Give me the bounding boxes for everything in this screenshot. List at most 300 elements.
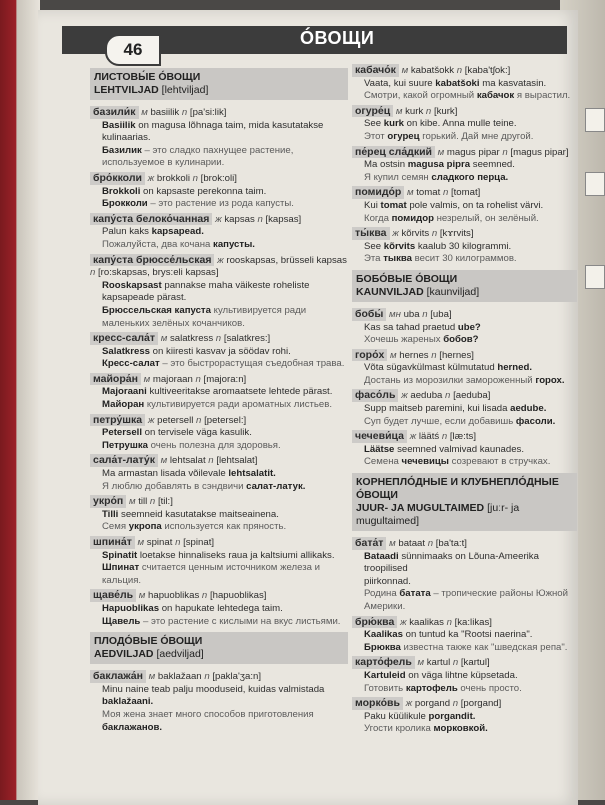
gender-label: мн bbox=[389, 308, 401, 320]
example-ru: Этот огурец горький. Дай мне другой. bbox=[364, 130, 534, 142]
dictionary-entry bbox=[352, 186, 577, 225]
dictionary-entry bbox=[90, 495, 348, 534]
example-ru: маленьких зелёных кочанчиков. bbox=[102, 317, 245, 329]
dictionary-entry bbox=[90, 106, 348, 170]
entry-head bbox=[90, 213, 348, 227]
highlighted-word: kapsapead. bbox=[151, 226, 204, 238]
highlighted-word: бобов? bbox=[443, 334, 479, 346]
example-et: Kartuleid on väga lihtne küpsetada. bbox=[364, 669, 518, 681]
transcription: [spinat] bbox=[183, 537, 215, 548]
headword: чечеви́ца bbox=[352, 430, 407, 443]
transcription: [kurk] bbox=[433, 105, 458, 117]
highlighted-word: Bataadi bbox=[364, 550, 399, 562]
dictionary-entry bbox=[90, 172, 348, 211]
noun-label: n bbox=[90, 267, 96, 279]
gender-label: м bbox=[390, 349, 397, 361]
headword: щаве́ль bbox=[90, 589, 136, 602]
chapter-title: ÓВОЩИ bbox=[300, 28, 375, 48]
dictionary-entry bbox=[352, 430, 577, 469]
highlighted-word: Tilli bbox=[102, 508, 119, 520]
gender-label: ж bbox=[401, 390, 408, 402]
example-ru: Я купил семян сладкого перца. bbox=[364, 171, 509, 183]
highlighted-word: Кресс-салат bbox=[102, 358, 160, 370]
example-et bbox=[90, 696, 348, 709]
estonian-translation: salatkress bbox=[169, 333, 214, 345]
estonian-translation: majoraan bbox=[152, 373, 193, 385]
highlighted-word: kurk bbox=[383, 118, 405, 130]
example-et: Petersell on tervisele väga kasulik. bbox=[102, 427, 252, 439]
gender-label: ж bbox=[215, 213, 222, 225]
gender-label: ж bbox=[217, 254, 224, 266]
gender-label: ж bbox=[405, 698, 413, 710]
example-et: Paku küülikule porgandit. bbox=[364, 710, 476, 722]
entry-head bbox=[352, 697, 577, 711]
entry-head bbox=[90, 172, 348, 186]
example-et: Hapuoblikas on hapukate lehtedega taim. bbox=[102, 602, 283, 614]
noun-label: n bbox=[431, 349, 437, 361]
dictionary-entry bbox=[352, 656, 577, 695]
highlighted-word: baklažaani. bbox=[102, 696, 154, 708]
example-et: Supp maitseb paremini, kui lisada aedube. bbox=[364, 403, 547, 415]
left-column bbox=[90, 64, 348, 736]
headword: шпина́т bbox=[90, 536, 135, 549]
gender-label: м bbox=[143, 373, 151, 385]
gender-label: м bbox=[401, 65, 409, 76]
highlighted-word: картофель bbox=[405, 682, 458, 694]
example-ru: Родина батата – тропические районы Южной bbox=[364, 588, 569, 600]
highlighted-word: огурец bbox=[387, 130, 420, 142]
headword: кабачо́к bbox=[352, 64, 399, 77]
estonian-translation: aeduba bbox=[410, 390, 443, 402]
noun-label: n bbox=[201, 590, 208, 602]
transcription: [salatkres:] bbox=[223, 333, 271, 345]
dictionary-entry bbox=[352, 616, 577, 655]
headword: базили́к bbox=[90, 106, 139, 119]
transcription: [ro:skapsas, brys:eli kapsas] bbox=[98, 267, 219, 279]
example-ru: Брюква известна также как "шведская репа". bbox=[364, 641, 568, 653]
gender-label: м bbox=[148, 671, 156, 683]
estonian-translation: hapuoblikas bbox=[148, 590, 200, 602]
headword: капу́ста брюссе́льская bbox=[90, 254, 214, 267]
noun-label: n bbox=[456, 65, 463, 76]
entry-head bbox=[352, 105, 577, 119]
highlighted-word: салат-латук. bbox=[246, 480, 306, 492]
entry-head bbox=[352, 186, 577, 200]
highlighted-word: magusa pipra bbox=[407, 159, 471, 171]
estonian-translation: kurk bbox=[405, 105, 424, 117]
dictionary-entry bbox=[90, 254, 348, 331]
headword: брю́ква bbox=[352, 616, 397, 629]
gender-label: м bbox=[395, 105, 403, 117]
highlighted-word: herned. bbox=[497, 362, 532, 374]
example-et: Ma ostsin magusa pipra seemned. bbox=[364, 159, 515, 171]
book-spine bbox=[0, 0, 40, 800]
page-tab bbox=[585, 108, 605, 132]
example-et: See kõrvits kaalub 30 kilogrammi. bbox=[364, 240, 512, 252]
example-et: Vaata, kui suure kabatšoki ma kasvatasin. bbox=[364, 77, 547, 89]
headword: горо́х bbox=[352, 349, 387, 362]
transcription: [lehtsalat] bbox=[216, 455, 258, 467]
estonian-translation: baklažaan bbox=[157, 671, 202, 683]
entry-head bbox=[90, 536, 348, 550]
transcription: [læ:ts] bbox=[449, 431, 476, 443]
example-ru: Базилик – это сладко пахнущее растение, bbox=[102, 144, 294, 156]
section-title-ru: ПЛОДÓВЫЕ ÓВОЩИ bbox=[94, 635, 203, 648]
gender-label: ж bbox=[392, 228, 399, 240]
section-title-ru: КОРНЕПЛÓДНЫЕ И КЛУБНЕПЛÓДНЫЕ ÓВОЩИ bbox=[356, 476, 559, 502]
example-ru: Америки. bbox=[364, 601, 406, 612]
example-ru: Щавель – это растение с кислыми на вкус листьями. bbox=[102, 615, 341, 627]
section-title-et: AEDVILJAD [aedviljad] bbox=[94, 648, 204, 661]
estonian-translation: läätś bbox=[418, 431, 440, 443]
headword: сала́т-лату́к bbox=[90, 454, 158, 467]
example-ru: Пожалуйста, два кочана капусты. bbox=[102, 238, 255, 250]
headword: карто́фель bbox=[352, 656, 415, 669]
example-ru: Семя укропа используется как пряность. bbox=[102, 521, 287, 533]
highlighted-word: Petersell bbox=[102, 427, 143, 439]
noun-label: n bbox=[215, 333, 222, 345]
gender-label: м bbox=[137, 537, 145, 548]
dictionary-entry bbox=[352, 146, 577, 185]
highlighted-word: Kartuleid bbox=[364, 669, 406, 681]
entry-head bbox=[90, 414, 348, 428]
example-ru: кальция. bbox=[102, 574, 142, 586]
entry-head bbox=[90, 589, 348, 603]
gender-label: м bbox=[389, 538, 396, 550]
entry-head bbox=[352, 389, 577, 403]
entry-head bbox=[90, 106, 348, 120]
section-heading bbox=[352, 473, 577, 531]
example-et: Läätse seemned valmivad kaunades. bbox=[364, 443, 524, 455]
highlighted-word: укропа bbox=[128, 521, 162, 533]
highlighted-word: Брокколи bbox=[102, 198, 148, 210]
headword: огуре́ц bbox=[352, 105, 393, 118]
example-et: Palun kaks kapsapead. bbox=[102, 226, 204, 238]
noun-label: n bbox=[431, 228, 438, 240]
example-ru: Угости кролика морковкой. bbox=[364, 723, 488, 735]
dictionary-entry bbox=[352, 389, 577, 428]
page-tab bbox=[585, 172, 605, 196]
example-ru: Суп будет лучше, если добавишь фасоли. bbox=[364, 415, 556, 427]
gender-label: ж bbox=[399, 616, 407, 628]
example-et: kulinaarias. bbox=[102, 132, 151, 144]
entry-head bbox=[352, 616, 577, 630]
highlighted-word: тыква bbox=[383, 253, 412, 265]
example-ru bbox=[90, 722, 348, 735]
estonian-translation: lehtsalat bbox=[169, 455, 206, 467]
highlighted-word: Брюссельская капуста bbox=[102, 304, 211, 316]
noun-label: n bbox=[502, 146, 508, 158]
dictionary-entry bbox=[90, 589, 348, 628]
example-ru: Я люблю добавлять в сэндвичи салат-латук. bbox=[102, 480, 306, 492]
entry-head bbox=[90, 332, 348, 346]
highlighted-word: баклажанов. bbox=[102, 721, 163, 733]
headword: укро́п bbox=[90, 495, 126, 508]
highlighted-word: Брюква bbox=[364, 641, 401, 653]
transcription: [pa'si:lik] bbox=[189, 107, 227, 118]
dictionary-entry bbox=[352, 697, 577, 736]
entry-head bbox=[90, 373, 348, 387]
entry-head bbox=[90, 495, 348, 509]
estonian-translation: petersell bbox=[157, 414, 194, 426]
example-et: Bataadi sünnimaaks on Lõuna-Ameerika troopilised bbox=[364, 550, 539, 575]
example-ru: Брюссельская капуста культивируется ради bbox=[102, 304, 307, 316]
section-title-et: JUUR- JA MUGULTAIMED [juːr- ja mugultaimed] bbox=[356, 502, 520, 528]
highlighted-word: Brokkoli bbox=[102, 185, 141, 197]
noun-label: n bbox=[175, 537, 181, 548]
estonian-translation: kartul bbox=[426, 657, 451, 669]
transcription: [hapuoblikas] bbox=[209, 590, 267, 602]
dictionary-entry bbox=[352, 537, 577, 614]
estonian-translation: rooskapsas, brüsseli kapsas bbox=[226, 254, 347, 266]
transcription: [ba'ta:t] bbox=[435, 538, 467, 550]
highlighted-word: Шпинат bbox=[102, 562, 140, 574]
right-column bbox=[352, 64, 577, 738]
headword: ты́ква bbox=[352, 227, 390, 240]
estonian-translation: till bbox=[138, 496, 148, 508]
gender-label: ж bbox=[147, 172, 155, 184]
highlighted-word: aedube. bbox=[510, 403, 547, 415]
example-ru: Кресс-салат – это быстрорастущая съедобная трава. bbox=[102, 358, 345, 370]
headword: бро́кколи bbox=[90, 172, 145, 185]
estonian-translation: bataat bbox=[398, 538, 426, 550]
estonian-translation: kõrvits bbox=[401, 228, 430, 240]
noun-label: n bbox=[196, 414, 202, 426]
highlighted-word: ube? bbox=[457, 321, 481, 333]
entry-head bbox=[352, 308, 577, 322]
highlighted-word: сладкого перца. bbox=[431, 171, 509, 183]
headword: пе́рец сла́дкий bbox=[352, 146, 435, 159]
example-et: See kurk on kibe. Anna mulle teine. bbox=[364, 118, 517, 130]
estonian-translation: magus pipar bbox=[446, 146, 500, 158]
highlighted-word: Spinatit bbox=[102, 549, 138, 561]
dictionary-entry bbox=[90, 670, 348, 734]
headword: бата́т bbox=[352, 537, 386, 550]
highlighted-word: kõrvits bbox=[383, 240, 416, 252]
highlighted-word: Базилик bbox=[102, 144, 142, 156]
example-ru: Достань из морозилки замороженный горох. bbox=[364, 374, 565, 386]
highlighted-word: Hapuoblikas bbox=[102, 602, 160, 614]
highlighted-word: капусты. bbox=[213, 238, 255, 250]
dictionary-entry bbox=[352, 105, 577, 144]
highlighted-word: чечевицы bbox=[401, 456, 449, 468]
example-et: Võta sügavkülmast külmutatud herned. bbox=[364, 362, 532, 374]
example-et: Kas sa tahad praetud ube? bbox=[364, 321, 481, 333]
estonian-translation: basiilik bbox=[150, 107, 180, 118]
highlighted-word: Salatkress bbox=[102, 345, 151, 357]
example-et: Kui tomat pole valmis, on ta rohelist värvi. bbox=[364, 199, 544, 211]
noun-label: n bbox=[442, 187, 449, 199]
highlighted-word: Läätse bbox=[364, 443, 395, 455]
gender-label: ж bbox=[409, 431, 417, 443]
entry-head bbox=[352, 430, 577, 444]
transcription: [petersel:] bbox=[204, 414, 247, 426]
estonian-translation: kaalikas bbox=[409, 616, 444, 628]
example-et: Majoraani kultiveeritakse aromaatsete lehtede pärast. bbox=[102, 386, 333, 398]
example-ru: Шпинат считается ценным источником железа и bbox=[102, 562, 320, 574]
transcription: [magus pipar] bbox=[510, 146, 569, 158]
highlighted-word: Майоран bbox=[102, 399, 145, 411]
noun-label: n bbox=[427, 538, 434, 550]
transcription: [brok:oli] bbox=[200, 172, 237, 184]
transcription: [uba] bbox=[430, 308, 452, 320]
dictionary-entry bbox=[352, 349, 577, 388]
estonian-translation: porgand bbox=[414, 698, 451, 710]
dictionary-entry bbox=[90, 332, 348, 371]
headword: кресс-сала́т bbox=[90, 332, 158, 345]
transcription: [pakla'ʒa:n] bbox=[212, 671, 262, 683]
example-et: Tilli seemneid kasutatakse maitseainena. bbox=[102, 508, 279, 520]
noun-label: n bbox=[446, 616, 452, 628]
headword: морко́вь bbox=[352, 697, 403, 710]
dictionary-entry bbox=[352, 227, 577, 266]
gender-label: м bbox=[417, 657, 425, 669]
highlighted-word: морковкой. bbox=[433, 723, 488, 735]
headword: фасо́ль bbox=[352, 389, 398, 402]
noun-label: n bbox=[445, 390, 451, 402]
transcription: [porgand] bbox=[460, 698, 502, 710]
gender-label: м bbox=[437, 146, 445, 158]
headword: бобы́ bbox=[352, 308, 386, 321]
estonian-translation: kapsas bbox=[224, 213, 255, 225]
highlighted-word: kabatšoki bbox=[435, 77, 480, 89]
highlighted-word: Basiilik bbox=[102, 119, 136, 131]
transcription: [hernes] bbox=[439, 349, 474, 361]
highlighted-word: фасоли. bbox=[515, 415, 556, 427]
highlighted-word: lehtsalatit. bbox=[228, 468, 276, 480]
highlighted-word: Петрушка bbox=[102, 439, 149, 451]
entry-head bbox=[352, 146, 577, 160]
entry-head bbox=[90, 454, 348, 468]
page-tab bbox=[585, 265, 605, 289]
example-ru: Готовить картофель очень просто. bbox=[364, 682, 522, 694]
noun-label: n bbox=[257, 213, 263, 225]
section-transcription: [kaunviljad] bbox=[426, 285, 480, 298]
example-et: Minu naine teab palju mooduseid, kuidas valmistada bbox=[102, 683, 325, 695]
example-ru: Майоран культивируется ради ароматных листьев. bbox=[102, 399, 333, 411]
section-transcription: [aedviljad] bbox=[156, 648, 204, 661]
entry-head bbox=[90, 670, 348, 684]
transcription: [majora:n] bbox=[203, 373, 247, 385]
dictionary-entry bbox=[90, 454, 348, 493]
example-ru: Смотри, какой огромный кабачок я вырастил. bbox=[364, 90, 571, 102]
highlighted-word: горох. bbox=[535, 374, 565, 386]
estonian-translation: uba bbox=[403, 308, 420, 320]
example-et: Salatkress on kiiresti kasvav ja söödav rohi. bbox=[102, 345, 291, 357]
headword: капу́ста белоко́чанная bbox=[90, 213, 212, 226]
example-ru: Петрушка очень полезна для здоровья. bbox=[102, 439, 281, 451]
estonian-translation: tomat bbox=[416, 187, 441, 199]
gender-label: м bbox=[407, 187, 414, 199]
gender-label: ж bbox=[147, 414, 155, 426]
section-title-et: LEHTVILJAD [lehtviljad] bbox=[94, 84, 209, 96]
highlighted-word: Щавель bbox=[102, 615, 141, 627]
example-et: Ma armastan lisada võilevale lehtsalatit. bbox=[102, 468, 276, 480]
transcription: [tomat] bbox=[450, 187, 481, 199]
example-et: Kaalikas on tuntud ka "Rootsi naerina". bbox=[364, 629, 533, 641]
entry-head bbox=[352, 656, 577, 670]
section-title-ru: ЛИСТОВЫ́Е ÓВОЩИ bbox=[94, 71, 201, 83]
example-ru: Эта тыква весит 30 килограммов. bbox=[364, 253, 517, 265]
noun-label: n bbox=[441, 431, 448, 443]
headword: помидо́р bbox=[352, 186, 404, 199]
highlighted-word: Rooskapsast bbox=[102, 279, 162, 291]
example-ru: Когда помидор незрелый, он зелёный. bbox=[364, 212, 539, 224]
highlighted-word: помидор bbox=[391, 212, 434, 224]
example-et: piirkonnad. bbox=[364, 575, 411, 587]
example-ru: Семена чечевицы созревают в стручках. bbox=[364, 456, 551, 468]
dictionary-entry bbox=[90, 414, 348, 453]
section-title-et: KAUNVILJAD [kaunviljad] bbox=[356, 285, 480, 298]
highlighted-word: Majoraani bbox=[102, 386, 147, 398]
transcription: [til:] bbox=[157, 496, 173, 508]
example-et: Brokkoli on kapsaste perekonna taim. bbox=[102, 185, 267, 197]
section-heading bbox=[90, 68, 348, 100]
noun-label: n bbox=[192, 172, 198, 184]
headword: майора́н bbox=[90, 373, 141, 386]
dictionary-entry bbox=[90, 373, 348, 412]
estonian-translation: kabatšokk bbox=[410, 65, 455, 76]
gender-label: м bbox=[128, 496, 136, 508]
noun-label: n bbox=[204, 671, 210, 683]
noun-label: n bbox=[195, 373, 201, 385]
example-et: kapsapeade pärast. bbox=[102, 292, 187, 304]
transcription: [kaba'tʃok:] bbox=[464, 65, 511, 76]
headword: петру́шка bbox=[90, 414, 145, 427]
example-et: Basiilik on magusa lõhnaga taim, mida kasutatakse bbox=[102, 119, 324, 131]
entry-head bbox=[90, 254, 348, 280]
highlighted-word: Kaalikas bbox=[364, 629, 403, 641]
highlighted-word: батата bbox=[399, 588, 431, 600]
estonian-translation: hernes bbox=[399, 349, 429, 361]
entry-head bbox=[352, 64, 577, 78]
transcription: [kɤrvits] bbox=[439, 228, 474, 240]
section-heading bbox=[352, 270, 577, 302]
entry-head bbox=[352, 537, 577, 551]
page-number: 46 bbox=[105, 34, 161, 66]
section-heading bbox=[90, 632, 348, 664]
gender-label: м bbox=[160, 333, 168, 345]
example-ru: используемое в кулинарии. bbox=[102, 157, 225, 169]
example-et: Spinatit loetakse hinnaliseks raua ja kaltsiumi allikaks. bbox=[102, 549, 335, 561]
dictionary-entry bbox=[90, 213, 348, 252]
entry-head bbox=[352, 349, 577, 363]
noun-label: n bbox=[208, 455, 214, 467]
example-et: Rooskapsast pannakse maha väikeste roheliste bbox=[102, 279, 310, 291]
section-transcription: [juːr- ja mugultaimed] bbox=[356, 502, 520, 528]
headword: баклажа́н bbox=[90, 670, 146, 683]
example-ru: Хочешь жареных бобов? bbox=[364, 334, 479, 346]
dictionary-entry bbox=[352, 64, 577, 103]
dictionary-entry bbox=[90, 536, 348, 587]
noun-label: n bbox=[452, 698, 459, 710]
gender-label: м bbox=[160, 455, 168, 467]
transcription: [kapsas] bbox=[265, 213, 302, 225]
transcription: [kartul] bbox=[460, 657, 490, 669]
entry-head bbox=[352, 227, 577, 241]
noun-label: n bbox=[149, 496, 156, 508]
example-ru: Моя жена знает много способов приготовления bbox=[102, 708, 314, 720]
estonian-translation: spinat bbox=[146, 537, 173, 548]
noun-label: n bbox=[422, 308, 428, 320]
highlighted-word: porgandit. bbox=[428, 710, 476, 722]
section-title-ru: БОБÓВЫЕ ÓВОЩИ bbox=[356, 272, 458, 285]
transcription: [ka:likas] bbox=[454, 616, 492, 628]
estonian-translation: brokkoli bbox=[156, 172, 190, 184]
dictionary-entry bbox=[352, 308, 577, 347]
gender-label: м bbox=[138, 590, 146, 602]
noun-label: n bbox=[452, 657, 459, 669]
